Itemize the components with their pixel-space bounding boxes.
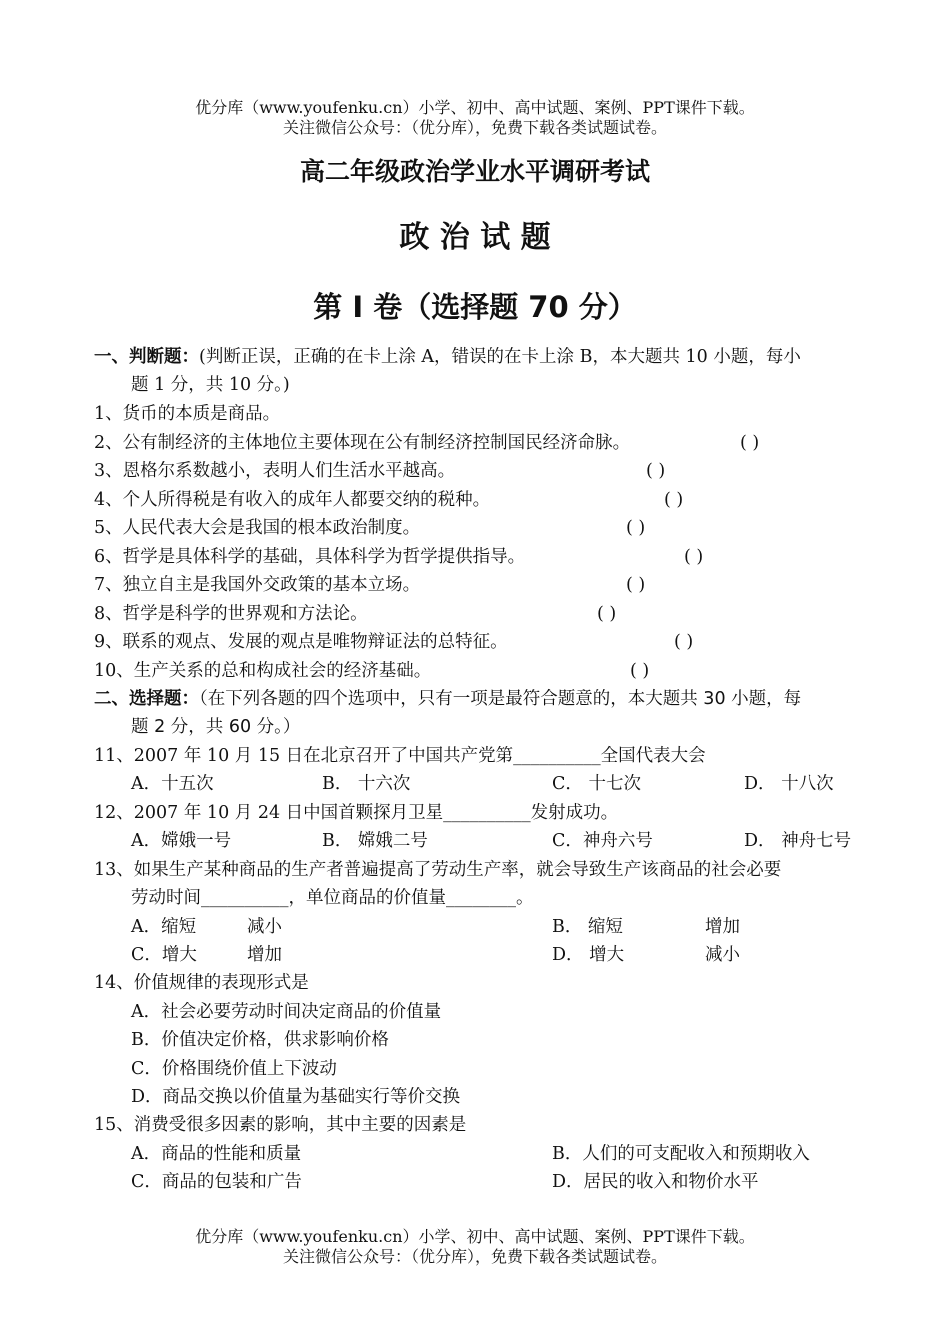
section2-instructions-cont: 题 2 分，共 60 分。）	[131, 717, 301, 737]
q11-option-a: A．十五次	[131, 774, 214, 794]
q12-option-b: B． 嫦娥二号	[322, 831, 428, 851]
judge-item-8: 8、哲学是科学的世界观和方法论。	[94, 604, 368, 624]
judge-item-10: 10、生产关系的总和构成社会的经济基础。	[94, 661, 432, 681]
subject-title: 政 治 试 题	[399, 220, 551, 255]
exam-title: 高二年级政治学业水平调研考试	[299, 157, 650, 186]
q13-option-b-value: 增加	[705, 917, 740, 937]
answer-paren: ( )	[646, 461, 666, 481]
q13-option-a-value: 减小	[247, 917, 282, 937]
question-14-stem: 14、价值规律的表现形式是	[94, 973, 309, 993]
section2-instructions: （在下列各题的四个选项中，只有一项是最符合题意的，本大题共 30 小题，每	[199, 689, 802, 709]
answer-paren: ( )	[626, 518, 646, 538]
q13-option-b: B． 缩短	[552, 917, 623, 937]
q11-option-d: D． 十八次	[744, 774, 834, 794]
q11-option-b: B． 十六次	[322, 774, 411, 794]
judge-item-2: 2、公有制经济的主体地位主要体现在公有制经济控制国民经济命脉。	[94, 433, 631, 453]
q15-option-a: A．商品的性能和质量	[131, 1144, 302, 1164]
footer-line-2: 关注微信公众号：（优分库），免费下载各类试题试卷。	[282, 1247, 667, 1266]
answer-paren: ( )	[684, 547, 704, 567]
judge-item-9: 9、联系的观点、发展的观点是唯物辩证法的总特征。	[94, 632, 508, 652]
q14-option-b: B．价值决定价格，供求影响价格	[131, 1030, 389, 1050]
q14-option-c: C．价格围绕价值上下波动	[131, 1059, 337, 1079]
question-12-stem: 12、2007 年 10 月 24 日中国首颗探月卫星__________发射成功。	[94, 803, 619, 823]
judge-item-4: 4、个人所得税是有收入的成年人都要交纳的税种。	[94, 490, 491, 510]
q12-option-d: D． 神舟七号	[744, 831, 852, 851]
header-line-2: 关注微信公众号：（优分库），免费下载各类试题试卷。	[282, 118, 667, 137]
q15-option-b: B．人们的可支配收入和预期收入	[552, 1144, 810, 1164]
answer-paren: ( )	[674, 632, 694, 652]
q13-option-c: C．增大	[131, 945, 197, 965]
q14-option-d: D．商品交换以价值量为基础实行等价交换	[131, 1087, 461, 1107]
question-13-stem-cont: 劳动时间__________，单位商品的价值量________。	[131, 888, 534, 908]
section2-heading	[94, 687, 801, 711]
question-13-stem: 13、如果生产某种商品的生产者普遍提高了劳动生产率，就会导致生产该商品的社会必要	[94, 860, 782, 880]
q14-option-a: A．社会必要劳动时间决定商品的价值量	[131, 1002, 442, 1022]
question-15-stem: 15、消费受很多因素的影响，其中主要的因素是	[94, 1115, 467, 1135]
q12-option-c: C．神舟六号	[552, 831, 653, 851]
q13-option-d-value: 减小	[705, 945, 740, 965]
q15-option-c: C．商品的包装和广告	[131, 1172, 302, 1192]
answer-paren: ( )	[626, 575, 646, 595]
judge-item-5: 5、人民代表大会是我国的根本政治制度。	[94, 518, 421, 538]
q13-option-a: A．缩短	[131, 917, 197, 937]
q11-option-c: C． 十七次	[552, 774, 641, 794]
judge-item-3: 3、恩格尔系数越小，表明人们生活水平越高。	[94, 461, 456, 481]
answer-paren: ( )	[664, 490, 684, 510]
judge-item-7: 7、独立自主是我国外交政策的基本立场。	[94, 575, 421, 595]
header-line-1: 优分库（www.youfenku.cn）小学、初中、高中试题、案例、PPT课件下载。	[195, 98, 755, 117]
answer-paren: ( )	[597, 604, 617, 624]
section1-heading	[94, 345, 801, 369]
section1-label: 一、判断题：	[94, 347, 199, 367]
q12-option-a: A．嫦娥一号	[131, 831, 232, 851]
section1-instructions-cont: 题 1 分，共 10 分。)	[131, 375, 290, 395]
volume-title: 第 I 卷（选择题 70 分）	[313, 290, 637, 324]
answer-paren: ( )	[740, 433, 760, 453]
judge-item-6: 6、哲学是具体科学的基础，具体科学为哲学提供指导。	[94, 547, 526, 567]
q13-option-c-value: 增加	[247, 945, 282, 965]
section1-instructions: (判断正误，正确的在卡上涂 A，错误的在卡上涂 B，本大题共 10 小题，每小	[199, 347, 801, 367]
answer-paren: ( )	[630, 661, 650, 681]
footer-line-1: 优分库（www.youfenku.cn）小学、初中、高中试题、案例、PPT课件下载。	[195, 1227, 755, 1246]
question-11-stem: 11、2007 年 10 月 15 日在北京召开了中国共产党第__________全国代表大会	[94, 746, 706, 766]
q13-option-d: D． 增大	[552, 945, 625, 965]
q15-option-d: D．居民的收入和物价水平	[552, 1172, 759, 1192]
section2-label: 二、选择题：	[94, 689, 199, 709]
judge-item-1: 1、货币的本质是商品。	[94, 404, 281, 424]
